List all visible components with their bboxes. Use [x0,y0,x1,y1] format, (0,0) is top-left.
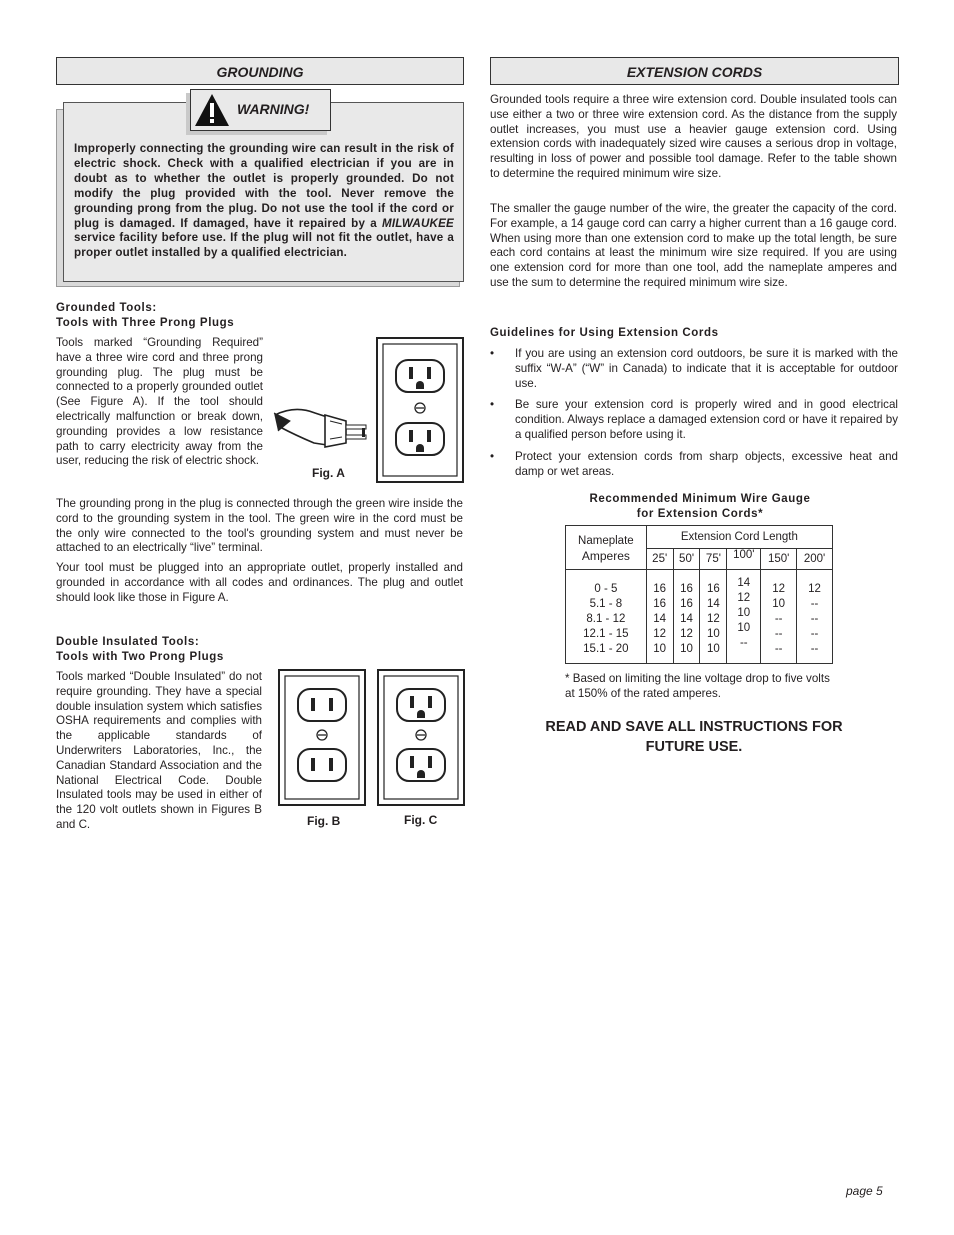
figure-a-illustration [270,335,466,485]
gauge-column-100 [727,570,761,664]
guidelines-title: Guidelines for Using Extension Cords [490,327,719,339]
gauge-value: 12 [680,628,693,640]
gauge-value: 10 [707,628,720,640]
nameplate-header-line2: Amperes [581,548,630,563]
wire-gauge-table-title [560,492,840,522]
grounding-prong-paragraph: The grounding prong in the plug is connected through the green wire inside the cord to the grounding system in the tool. The green wire in the cord must be the only wire connected to the tool's grounding system and must never be attached to an electrically “live” terminal. [56,497,463,555]
gauge-value: 10 [707,643,720,655]
guidelines-list [490,347,898,486]
gauge-value: 10 [737,622,751,634]
double-insulated-title-line2: Tools with Two Prong Plugs [56,651,224,663]
read-save-line2: FUTURE USE. [645,739,743,755]
gauge-value: -- [810,598,819,610]
extension-cords-header [490,57,899,85]
gauge-value: 12 [737,592,751,604]
figure-b-label: Fig. B [307,814,341,828]
bullet-icon: • [490,449,495,463]
gauge-value: 12 [707,613,720,625]
gauge-value: 16 [653,598,667,610]
gauge-value: 14 [653,613,667,625]
gauge-column-25 [646,570,673,664]
gauge-value: -- [774,613,783,625]
nameplate-header-line1: Nameplate [578,534,634,547]
read-save-notice [490,717,898,757]
gauge-column-50 [673,570,700,664]
gauge-value: -- [810,613,819,625]
gauge-column-75 [700,570,727,664]
gauge-value: -- [774,628,783,640]
length-header: 100' [727,549,761,570]
length-header: 50' [673,549,700,570]
gauge-value: 10 [772,598,786,610]
extension-length-header: Extension Cord Length [646,526,832,549]
gauge-value: -- [810,628,819,640]
warning-title: WARNING! [237,101,310,117]
grounding-header [56,57,464,85]
list-item [490,398,898,442]
list-item [490,450,898,480]
warning-brand: MILWAUKEE [381,216,454,230]
nameplate-amperes-header [566,526,647,570]
double-insulated-title [56,635,224,665]
gauge-value: 10 [737,607,751,619]
gauge-value: 12 [772,583,786,595]
gauge-value: 14 [737,577,751,589]
appropriate-outlet-paragraph: Your tool must be plugged into an appropriate outlet, properly installed and grounded in accordance with all codes and ordinances. The plug and outlet should look like those in Figure A. [56,561,463,604]
gauge-value: 16 [680,583,693,595]
warning-text-part-b: service facility before use. If the plug will not fit the outlet, have a proper outlet installed by a qualified electrician. [74,231,454,260]
bullet-icon: • [490,347,495,360]
gauge-value: 16 [707,583,720,595]
wire-gauge-table [565,525,833,664]
wire-gauge-table-title-line1: Recommended Minimum Wire Gauge [589,493,811,505]
length-header: 150' [761,549,797,570]
gauge-column-150 [761,570,797,664]
extension-cords-paragraph-2: The smaller the gauge number of the wire, the greater the capacity of the cord. For example, a 14 gauge cord can carry a higher current than a 16 gauge cord. When using more than one extension cord to make up the total length, be sure each cord contains at least the minimum wire size required. If you are using one extension cord for more than one tool, add the nameplate amperes and use the sum to determine the required minimum wire size. [490,202,897,289]
amperes-value: 12.1 - 15 [583,628,629,640]
double-insulated-title-line1: Double Insulated Tools: [56,636,200,648]
double-insulated-text: Tools marked “Double Insulated” do not require grounding. They have a special double insulation system which satisfies OSHA requirements and complies with the applicable standards of Underwriters Laboratories, Inc., the Canadian Standard Association and the National Electrical Code. Double Insulated tools may be used in either of the 120 volt outlets shown in Figures B and C. [56,670,262,831]
figure-c-label: Fig. C [404,813,438,827]
grounded-tools-title-line1: Grounded Tools: [56,302,157,314]
gauge-column-200 [797,570,833,664]
warning-tab [190,89,331,131]
grounded-tools-title [56,301,234,331]
gauge-value: 12 [808,583,821,595]
grounded-tools-text: Tools marked “Grounding Required” have a three wire cord and three prong grounding plug. The plug must be connected to a properly grounded outlet (See Figure A). If the tool should electrically malfunction or break down, grounding provides a low resistance path to carry electricity away from the user, reducing the risk of electric shock. [56,336,263,468]
grounded-tools-title-line2: Tools with Three Prong Plugs [56,317,235,329]
gauge-value: 14 [707,598,720,610]
gauge-value: -- [739,637,748,649]
gauge-value: 14 [680,613,693,625]
amperes-value: 5.1 - 8 [589,598,623,610]
amperes-column [566,570,647,664]
figure-b-illustration [278,669,366,806]
amperes-value: 0 - 5 [594,583,618,595]
length-header: 25' [646,549,673,570]
grounding-header-label: GROUNDING [216,64,304,80]
amperes-value: 15.1 - 20 [583,643,629,655]
list-item-text: If you are using an extension cord outdoors, be sure it is marked with the suffix “W-A” (“W” in Canada) to indicate that it is acceptable for outdoor use. [515,347,898,390]
length-header: 200' [797,549,833,570]
list-item [490,347,898,391]
read-save-line1: READ AND SAVE ALL INSTRUCTIONS FOR [545,719,843,735]
list-item-text: Be sure your extension cord is properly wired and in good electrical condition. Always replace a damaged extension cord or have it repaired by a qualified person before using it. [515,398,898,441]
gauge-value: 10 [653,643,667,655]
gauge-value: -- [810,643,819,655]
length-header: 75' [700,549,727,570]
amperes-value: 8.1 - 12 [586,613,626,625]
gauge-value: -- [774,643,783,655]
table-footnote: * Based on limiting the line voltage drop to five volts at 150% of the rated amperes. [565,672,830,700]
wire-gauge-table-title-line2: for Extension Cords* [636,508,764,520]
gauge-value: 16 [680,598,693,610]
gauge-value: 16 [653,583,667,595]
bullet-icon: • [490,398,495,412]
gauge-value: 10 [680,643,693,655]
warning-triangle-icon [194,93,230,132]
warning-text [74,142,454,261]
extension-cords-header-label: EXTENSION CORDS [626,64,763,80]
gauge-value: 12 [653,628,667,640]
figure-c-illustration [377,669,465,806]
figure-a-label: Fig. A [312,466,345,480]
warning-text-part-a: Improperly connecting the grounding wire can result in the risk of electric shock. Check with a qualified electrician if you are in doubt as to whether the outlet is properly grounded. Do not modify the plug provided with the tool. Never remove the grounding prong from the plug. Do not use the tool if the cord or plug is damaged. If damaged, have it repaired by a [74,142,454,230]
page-number: page 5 [846,1184,883,1198]
list-item-text: Protect your extension cords from sharp objects, excessive heat and damp or wet areas. [515,449,898,478]
table-row [566,570,833,664]
extension-cords-paragraph-1: Grounded tools require a three wire extension cord. Double insulated tools can use either a two or three wire extension cord. As the distance from the supply outlet increases, you must use a heavier gauge extension cord. Using extension cords with inadequately sized wire causes a serious drop in voltage, resulting in loss of power and possible tool damage. Refer to the table shown to determine the required minimum wire size. [490,93,897,180]
